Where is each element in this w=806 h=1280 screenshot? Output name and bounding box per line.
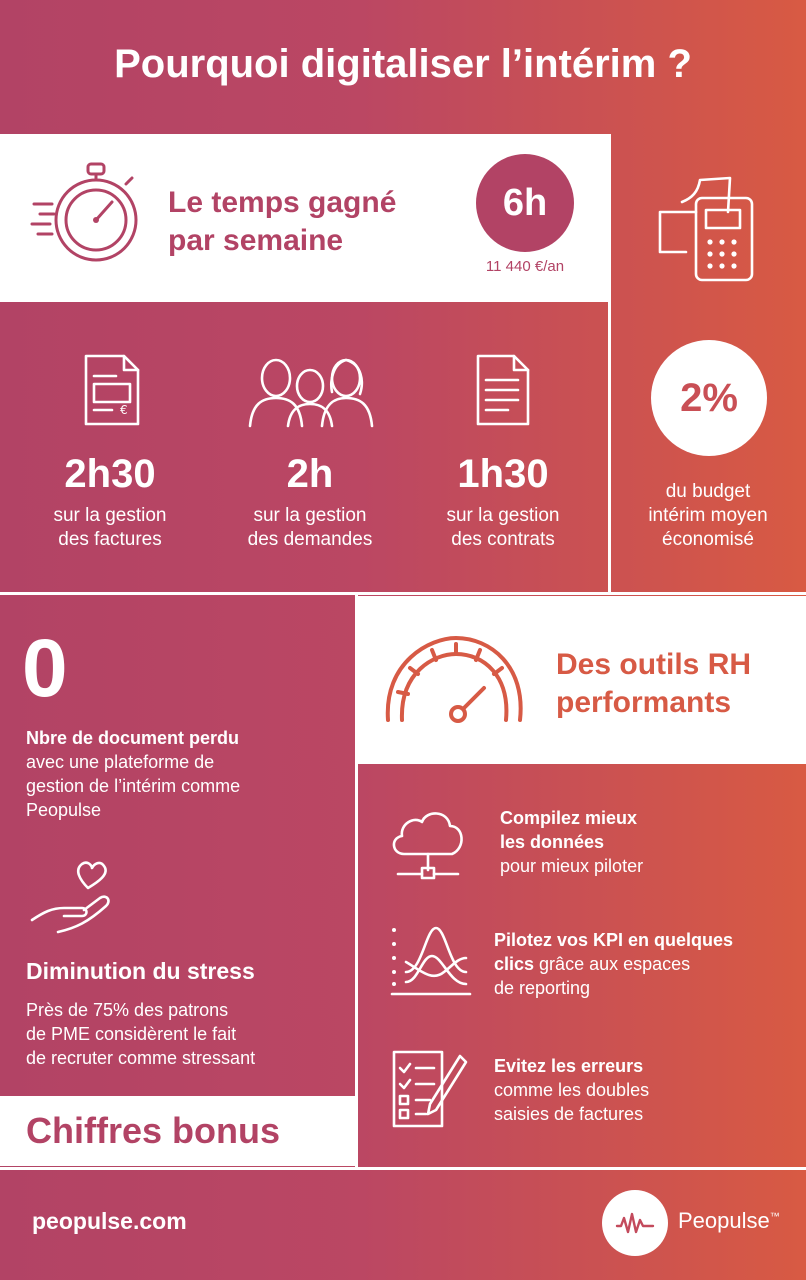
budget-line3: économisé [662,529,754,550]
tools-title [556,646,751,722]
row-divider [0,592,806,595]
tool-item-data-bold1: Compilez mieux [500,808,638,828]
requests-stat-text [220,504,400,552]
peopulse-logo-icon [602,1190,668,1256]
lost-docs-value: 0 [22,623,68,714]
footer-brand [678,1208,780,1234]
lost-docs-line3: Peopulse [26,800,102,820]
tool-item-errors [494,1054,794,1126]
payment-terminal-icon [652,172,760,284]
tool-item-kpi-bold1: Pilotez vos KPI en quelques [494,930,734,950]
tools-title-line2: performants [556,686,732,719]
bonus-label-panel [0,1096,357,1166]
tools-header-panel [358,596,806,764]
tool-item-errors-bold1: Evitez les erreurs [494,1056,644,1076]
lost-docs-line2: gestion de l’intérim comme [26,776,241,796]
checklist-icon [390,1046,468,1130]
people-icon [246,352,376,428]
requests-stat-line1: sur la gestion [253,505,367,526]
tool-item-data-bold2: les données [500,832,605,852]
contracts-stat-text [412,504,594,552]
svg-text:€: € [120,403,128,417]
bonus-section-label: Chiffres bonus [26,1110,281,1151]
time-saved-per-year: 11 440 €/an [485,258,565,275]
contracts-stat-value: 1h30 [457,452,549,496]
budget-line2: intérim moyen [648,505,768,526]
page-title: Pourquoi digitaliser l’intérim ? [114,42,692,86]
invoice-stat-line2: des factures [58,529,162,550]
invoice-stat-line1: sur la gestion [53,505,167,526]
gauge-icon [380,632,528,732]
time-saved-badge: 6h [476,154,574,252]
stress-line3: de recruter comme stressant [26,1048,256,1068]
lost-docs-title: Nbre de document perdu [26,728,240,748]
tools-title-line1: Des outils RH [556,648,752,681]
contracts-stat-line1: sur la gestion [446,505,560,526]
tool-item-kpi [494,928,794,1000]
time-saved-panel [0,134,610,302]
cloud-network-icon [388,802,468,882]
budget-line1: du budget [665,481,751,502]
column-divider [608,134,611,594]
footer-website[interactable]: peopulse.com [32,1208,187,1234]
lost-docs-text [26,726,346,822]
time-saved-title-line2: par semaine [168,224,344,257]
time-saved-title-line1: Le temps gagné [168,186,397,219]
heart-hand-icon [28,856,118,940]
stress-text [26,998,351,1070]
stress-line2: de PME considèrent le fait [26,1024,237,1044]
stress-title: Diminution du stress [26,958,255,984]
invoice-icon [82,352,142,428]
tool-item-errors-rest1: comme les doubles [494,1080,650,1100]
requests-stat-line2: des demandes [247,529,373,550]
contract-icon [474,352,532,428]
invoice-stat-text [20,504,200,552]
footer-trademark: ™ [769,1211,780,1223]
tool-item-kpi-bold2: clics [494,954,535,974]
tool-item-data-rest1: pour mieux piloter [500,856,644,876]
contracts-stat-line2: des contrats [451,529,555,550]
kpi-chart-icon [386,922,474,1000]
invoice-stat-value: 2h30 [64,452,156,496]
tool-item-kpi-rest1: grâce aux espaces [534,954,691,974]
lost-docs-line1: avec une plateforme de [26,752,215,772]
time-saved-title [168,184,396,260]
footer-divider [0,1167,806,1170]
budget-text [610,480,806,552]
tool-item-errors-rest2: saisies de factures [494,1104,644,1124]
tool-item-data [500,806,790,878]
budget-badge: 2% [651,340,767,456]
tool-item-kpi-rest2: de reporting [494,978,591,998]
stopwatch-icon [30,158,140,273]
footer-brand-name: Peopulse [678,1208,770,1233]
stress-line1: Près de 75% des patrons [26,1000,229,1020]
requests-stat-value: 2h [286,452,334,496]
